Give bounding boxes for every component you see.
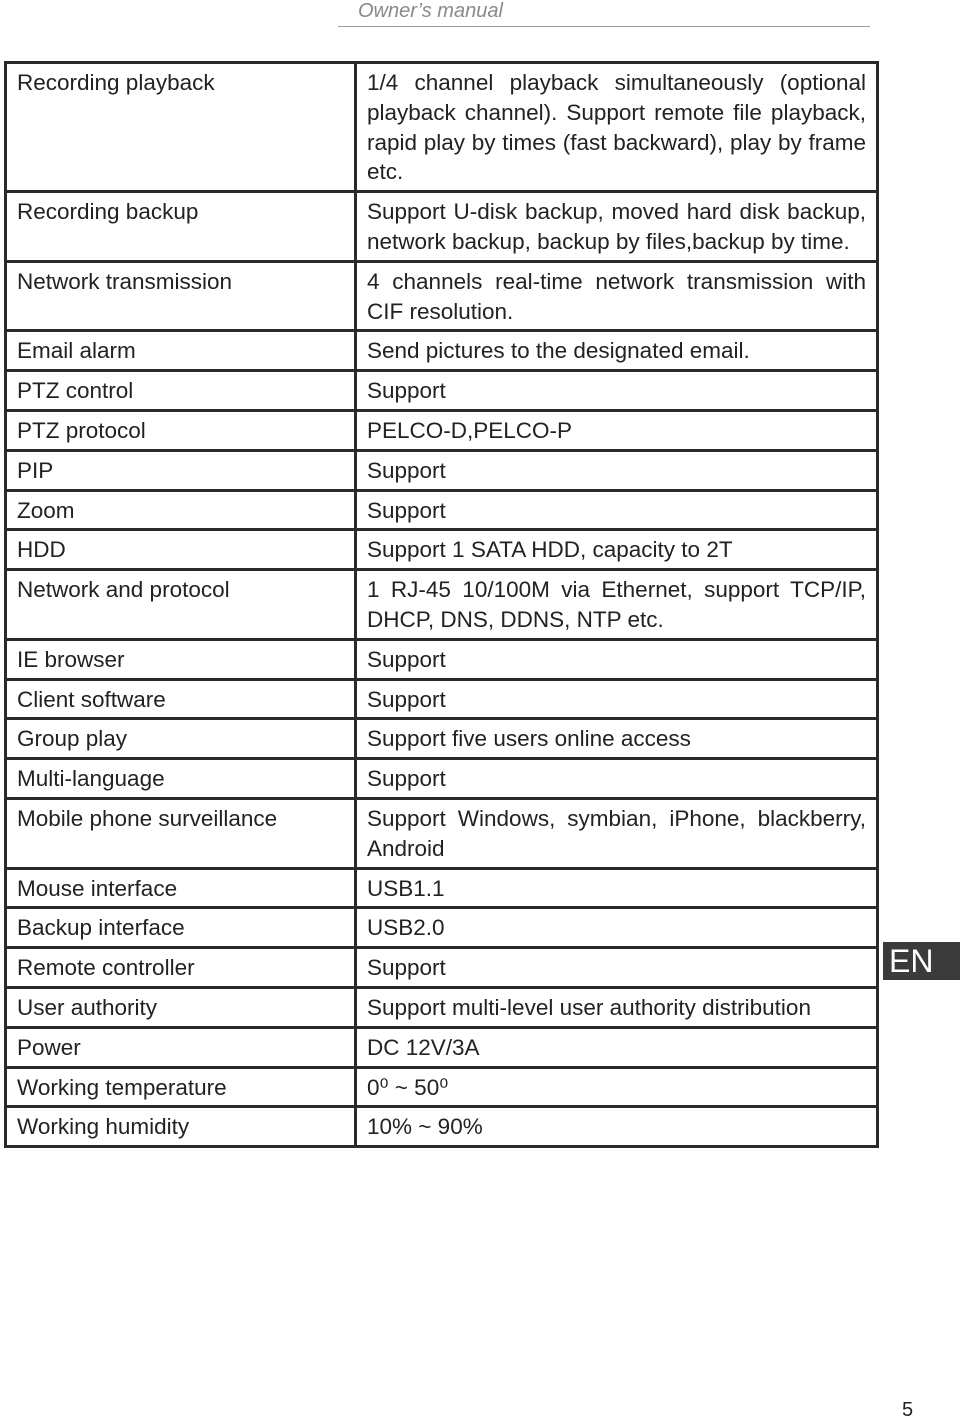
spec-name: Working temperature (6, 1067, 356, 1107)
spec-value: Support (356, 759, 878, 799)
spec-value: Support (356, 948, 878, 988)
spec-value: Support 1 SATA HDD, capacity to 2T (356, 530, 878, 570)
table-row (6, 719, 878, 759)
spec-name: IE browser (6, 639, 356, 679)
language-tab: EN (883, 942, 960, 980)
spec-name: Zoom (6, 490, 356, 530)
table-row (6, 798, 878, 868)
table-row (6, 261, 878, 331)
table-row (6, 63, 878, 192)
spec-value: 0⁰ ~ 50⁰ (356, 1067, 878, 1107)
spec-value: Support five users online access (356, 719, 878, 759)
spec-value: Support (356, 450, 878, 490)
spec-value: DC 12V/3A (356, 1027, 878, 1067)
spec-value: Support (356, 371, 878, 411)
spec-name: PIP (6, 450, 356, 490)
table-row (6, 948, 878, 988)
spec-value: Support (356, 679, 878, 719)
table-row (6, 371, 878, 411)
spec-value: Support (356, 639, 878, 679)
spec-name: Recording backup (6, 192, 356, 262)
spec-value: 4 channels real-time network transmission with CIF resolution. (356, 261, 878, 331)
spec-name: Multi-language (6, 759, 356, 799)
spec-value: Support multi-level user authority distribution (356, 987, 878, 1027)
spec-name: Mouse interface (6, 868, 356, 908)
running-header: Owner’s manual (358, 0, 503, 22)
table-row (6, 192, 878, 262)
spec-name: Group play (6, 719, 356, 759)
spec-value: Support Windows, symbian, iPhone, blackberry, Android (356, 798, 878, 868)
spec-name: Recording playback (6, 63, 356, 192)
spec-name: Mobile phone surveillance (6, 798, 356, 868)
table-row (6, 1107, 878, 1147)
spec-value: 10% ~ 90% (356, 1107, 878, 1147)
table-row (6, 331, 878, 371)
header-divider (338, 26, 870, 27)
table-row (6, 410, 878, 450)
spec-value: USB2.0 (356, 908, 878, 948)
spec-name: User authority (6, 987, 356, 1027)
spec-name: Network transmission (6, 261, 356, 331)
spec-name: HDD (6, 530, 356, 570)
page-number: 5 (902, 1399, 914, 1421)
table-row (6, 490, 878, 530)
spec-name: PTZ protocol (6, 410, 356, 450)
spec-value: Support (356, 490, 878, 530)
table-row (6, 759, 878, 799)
table-row (6, 1067, 878, 1107)
spec-name: Network and protocol (6, 570, 356, 640)
spec-name: Backup interface (6, 908, 356, 948)
specifications-table (4, 61, 879, 1148)
spec-name: PTZ control (6, 371, 356, 411)
spec-value: 1 RJ-45 10/100M via Ethernet, support TCP/IP, DHCP, DNS, DDNS, NTP etc. (356, 570, 878, 640)
table-row (6, 908, 878, 948)
spec-name: Working humidity (6, 1107, 356, 1147)
spec-value: PELCO-D,PELCO-P (356, 410, 878, 450)
table-row (6, 639, 878, 679)
table-row (6, 1027, 878, 1067)
table-row (6, 679, 878, 719)
table-row (6, 868, 878, 908)
table-row (6, 570, 878, 640)
spec-value: 1/4 channel playback simultaneously (optional playback channel). Support remote file playback, rapid play by times (fast backward), play by frame etc. (356, 63, 878, 192)
table-row (6, 530, 878, 570)
spec-value: Send pictures to the designated email. (356, 331, 878, 371)
spec-name: Power (6, 1027, 356, 1067)
spec-value: Support U-disk backup, moved hard disk backup, network backup, backup by files,backup by time. (356, 192, 878, 262)
spec-name: Client software (6, 679, 356, 719)
table-row (6, 987, 878, 1027)
spec-value: USB1.1 (356, 868, 878, 908)
table-row (6, 450, 878, 490)
spec-name: Remote controller (6, 948, 356, 988)
spec-name: Email alarm (6, 331, 356, 371)
